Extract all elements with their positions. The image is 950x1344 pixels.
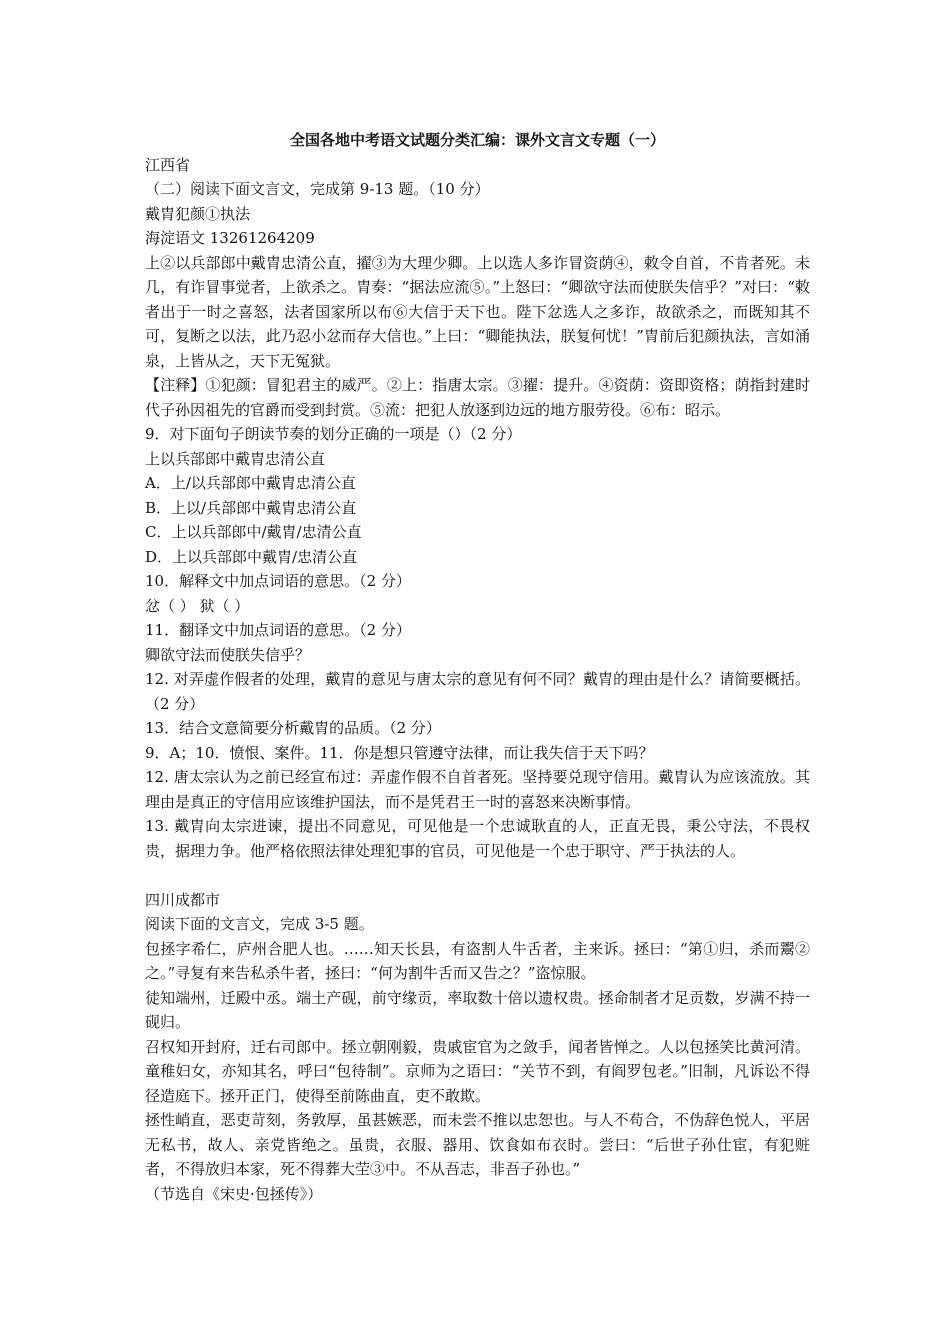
- question-10: 10．解释文中加点词语的意思。（2 分）: [145, 572, 411, 590]
- province-label-2: 四川成都市: [145, 890, 221, 909]
- option-a: A．上/以兵部郎中戴胄忠清公直: [145, 474, 356, 492]
- passage-paragraph-2: 徒知端州，迁殿中丞。端土产砚，前守缘贡，率取数十倍以遗权贵。拯命制者才足贡数，岁满不持一砚归。: [145, 988, 810, 1031]
- answer-12: 12. 唐太宗认为之前已经宣布过：弄虚作假不自首者死。坚持要兑现守信用。戴胄认为应该流放。其理由是真正的守信用应该维护国法，而不是凭君王一时的喜怒来决断事情。: [145, 768, 810, 811]
- question-12: 12. 对弄虚作假者的处理，戴胄的意见与唐太宗的意见有何不同？戴胄的理由是什么？请简要概括。（2 分）: [145, 670, 810, 713]
- source-note: 海淀语文 13261264209: [145, 229, 315, 247]
- province-label: 江西省: [145, 155, 191, 174]
- option-c: C．上以兵部郎中/戴胄/忠清公直: [145, 523, 362, 541]
- question-11-sentence: 卿欲守法而使朕失信乎？: [145, 645, 311, 664]
- instruction-text: （二）阅读下面文言文，完成第 9-13 题。（10 分）: [145, 180, 490, 198]
- instruction-text-2: 阅读下面的文言文，完成 3-5 题。: [145, 915, 374, 933]
- question-11: 11．翻译文中加点词语的意思。（2 分）: [145, 621, 411, 639]
- option-b: B．上以/兵部郎中戴胄忠清公直: [145, 498, 357, 517]
- document-title: 全国各地中考语文试题分类汇编：课外文言文专题（一）: [289, 131, 665, 149]
- question-10-blank: 忿（ ） 狱（ ）: [145, 596, 250, 615]
- option-d: D．上以兵部郎中戴胄/忠清公直: [145, 547, 358, 566]
- question-13: 13．结合文意简要分析戴胄的品质。（2 分）: [145, 719, 441, 737]
- question-9-sentence: 上以兵部郎中戴胄忠清公直: [145, 449, 326, 468]
- answer-9-11: 9．A；10．愤恨、案件。11．你是想只管遵守法律，而让我失信于天下吗？: [145, 743, 654, 762]
- annotation-notes: 【注释】①犯颜：冒犯君主的威严。②上：指唐太宗。③擢：提升。④资荫：资即资格；荫指封建时代子孙因祖先的官爵而受到封赏。⑤流：把犯人放逐到边远的地方服劳役。⑥布：昭示。: [145, 376, 810, 419]
- question-9: 9．对下面句子朗读节奏的划分正确的一项是（）（2 分）: [145, 425, 522, 443]
- passage-title: 戴胄犯颜①执法: [145, 204, 251, 223]
- passage-text: 上②以兵部郎中戴胄忠清公直，擢③为大理少卿。上以选人多诈冒资荫④，敕令自首，不肯者死。未几，有诈冒事觉者，上欲杀之。胄奏：“据法应流⑤。”上怒曰：“卿欲守法而使朕失信乎？”对曰：“敕者出于一时之喜怒，法者国家所以布⑥大信于天下也。陛下忿选人之多诈，故欲杀之，而既知其不可，复断之以法，此乃忍小忿而存大信也。”上曰：“卿能执法，朕复何忧！”胄前后犯颜执法，言如涌泉，上皆从之，天下无冤狱。: [145, 253, 810, 370]
- document-page: [145, 128, 810, 1206]
- section-gap: [145, 863, 810, 888]
- passage-source: （节选自《宋史·包拯传》）: [145, 1184, 323, 1203]
- passage-paragraph-3: 召权知开封府，迁右司郎中。拯立朝刚毅，贵戚宦官为之敛手，闻者皆惮之。人以包拯笑比黄河清。童稚妇女，亦知其名，呼曰“包待制”。京师为之语曰：“关节不到，有阎罗包老。”旧制，凡诉讼不得径造庭下。拯开正门，使得至前陈曲直，吏不敢欺。: [145, 1037, 810, 1105]
- answer-13: 13. 戴胄向太宗进谏，提出不同意见，可见他是一个忠诚耿直的人，正直无畏，秉公守法，不畏权贵，据理力争。他严格依照法律处理犯事的官员，可见他是一个忠于职守、严于执法的人。: [145, 817, 810, 860]
- passage-paragraph-1: 包拯字希仁，庐州合肥人也。……知天长县，有盗割人牛舌者，主来诉。拯曰：“第①归，杀而鬻②之。”寻复有来告私杀牛者，拯曰：“何为割牛舌而又告之？”盗惊服。: [145, 939, 810, 982]
- passage-paragraph-4: 拯性峭直，恶吏苛刻，务敦厚，虽甚嫉恶，而未尝不推以忠恕也。与人不苟合，不伪辞色悦人，平居无私书，故人、亲党皆绝之。虽贵，衣服、器用、饮食如布衣时。尝曰：“后世子孙仕宦，有犯赃者，不得放归本家，死不得葬大茔③中。不从吾志，非吾子孙也。”: [145, 1111, 810, 1178]
